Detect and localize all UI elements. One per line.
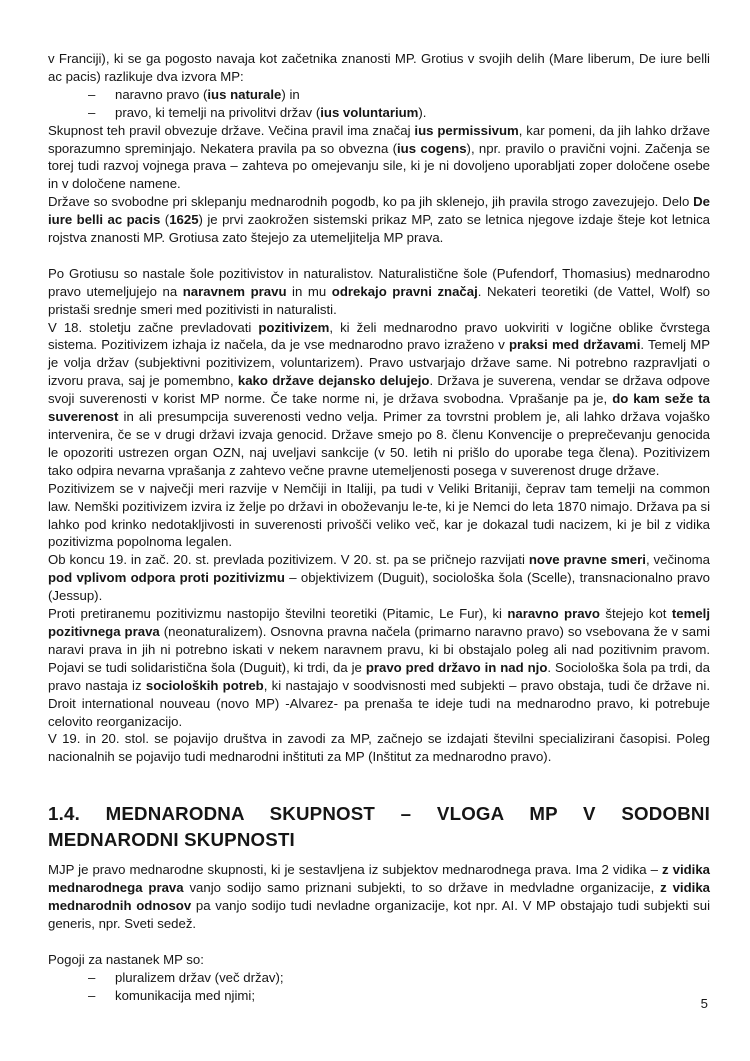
list-item — [88, 969, 710, 987]
bold-text-run: socioloških potreb — [145, 677, 264, 693]
paragraph — [48, 193, 710, 247]
bold-text-run: temelj pozitivnega prava — [48, 606, 710, 639]
paragraph — [48, 122, 710, 194]
bold-text-run: pozitivizem — [258, 319, 330, 335]
text-run: vanjo sodijo samo priznani subjekti, to so države in medvladne organizacije, — [183, 880, 661, 896]
text-run: pluralizem držav (več držav); — [115, 969, 284, 985]
text-run: , ki želi mednarodno pravo uokviriti v logične oblike čvrstega sistema. Pozitivizem izhaja iz načela, da je vse mednarodno pravo izraženo v — [48, 319, 711, 353]
text-run: V 18. stoletju začne prevladovati — [48, 319, 259, 335]
text-run: Pogoji za nastanek MP so: — [48, 951, 204, 967]
bold-text-run: do kam seže ta suverenost — [48, 391, 710, 425]
bullet-dash-icon: – — [88, 104, 96, 120]
text-run: V 19. in 20. stol. se pojavijo društva in zavodi za MP, začnejo se izdajati številni specializirani časopisi. Poleg nacionalnih se pojavijo tudi mednarodni inštituti za MP (Inštitut za mednarodno pravo). — [48, 731, 710, 765]
blank-line — [48, 247, 710, 265]
text-run: ( — [160, 212, 170, 228]
text-run: v Franciji), ki se ga pogosto navaja kot začetnika znanosti MP. Grotius v svojih delih (Mare liberum, De iure belli ac pacis) razlikuje dva izvora MP: — [48, 51, 710, 84]
text-run: ) in — [281, 86, 300, 102]
text-run: , kar pomeni, da jih lahko države sporazumno spreminjajo. Nekatera pravila pa so obvezna ( — [48, 122, 710, 156]
list-item-text — [115, 104, 426, 122]
list-item — [88, 86, 710, 104]
list-item-text — [115, 987, 255, 1005]
list-item — [88, 104, 710, 122]
text-run: pa vanjo sodijo tudi nevladne organizacije, kot npr. AI. V MP obstajajo tudi subjekti sui generis, npr. Sveti sedež. — [48, 898, 710, 931]
paragraph — [48, 480, 710, 552]
text-run: Proti pretiranemu pozitivizmu nastopijo številni teoretiki (Pitamic, Le Fur), ki — [48, 606, 508, 622]
text-run: . Sociološka šola pa trdi, da pravo nastaja iz — [48, 659, 710, 693]
bold-text-run: praksi med državami — [508, 337, 641, 353]
bold-text-run: ius cogens — [397, 140, 467, 156]
text-run: ), npr. pravilo o pravični vojni. Začenja se torej tudi razvoj vojnega prava – zahteva po omejevanju sile, ki je ni dovoljeno uporabljati zoper določene osebe in v določene namene. — [48, 140, 710, 192]
text-run: komunikacija med njimi; — [115, 987, 255, 1003]
text-run: ). — [418, 104, 427, 120]
bold-text-run: pravo pred državo in nad njo — [365, 659, 548, 675]
bold-text-run: naravnem pravu — [182, 283, 287, 299]
text-run: Ob koncu 19. in zač. 20. st. prevlada pozitivizem. V 20. st. pa se pričnejo razvijati — [48, 552, 529, 568]
text-run: (neonaturalizem). Osnovna pravna načela (primarno naravno pravo) so vsebovana že v sami naravi prava in jih ni potrebno iskati v nekem naravnem pravu, ki bi obstajalo poleg ali nad pozitivnim pravom. Pojavi se tudi solidaristična šola (Duguit), ki trdi, da je — [48, 623, 710, 675]
bullet-dash-icon: – — [88, 969, 96, 985]
page-number: 5 — [700, 996, 708, 1011]
text-run: , ki nastajajo v soodvisnosti med subjekti – pravo obstaja, tudi če države ni. Droit international nouveau (novo MP) -Alvarez- pa prenaša te ideje tudi na mednarodno pravo, ki potrebuje celovito reorganizacijo. — [48, 677, 710, 729]
bullet-dash-icon: – — [88, 86, 96, 102]
text-run: in mu — [286, 283, 332, 299]
section-heading-line1: 1.4. MEDNARODNA SKUPNOST – VLOGA MP V SODOBNI — [48, 803, 710, 825]
paragraph — [48, 319, 710, 480]
text-run: – objektivizem (Duguit), sociološka šola (Scelle), transnacionalno pravo (Jessup). — [48, 570, 710, 604]
paragraph — [48, 605, 710, 730]
paragraph — [48, 551, 710, 605]
paragraph — [48, 265, 710, 319]
paragraph — [48, 50, 710, 86]
text-run: Države so svobodne pri sklepanju mednarodnih pogodb, ko pa jih sklenejo, jih pravila strogo zavezujejo. Delo — [48, 194, 694, 210]
text-run: Skupnost teh pravil obvezuje države. Večina pravil ima značaj — [48, 122, 415, 138]
blank-line — [48, 933, 710, 951]
bold-text-run: De iure belli ac pacis — [48, 194, 710, 228]
paragraph — [48, 861, 710, 933]
paragraph — [48, 951, 710, 969]
bold-text-run: z vidika mednarodnega prava — [48, 862, 710, 896]
bold-text-run: pod vplivom odpora proti pozitivizmu — [48, 570, 285, 586]
bold-text-run: ius naturale — [207, 86, 282, 102]
text-run: štejejo kot — [599, 606, 672, 622]
bold-text-run: nove pravne smeri — [528, 552, 646, 568]
section-heading-line2: MEDNARODNI SKUPNOSTI — [48, 829, 295, 851]
text-run: . Država je suverena, vendar se država odpove svoji suverenosti v korist MP norme. Če take norme ni, je država svobodna. Vprašanje pa je, — [48, 373, 710, 407]
text-run: , večinoma — [645, 552, 710, 568]
text-run: MJP je pravo mednarodne skupnosti, ki je sestavljena iz subjektov mednarodnega prava. Ima 2 vidika – — [48, 862, 662, 878]
text-run: pravo, ki temelji na privolitvi držav ( — [115, 104, 321, 120]
text-run: . Nekateri teoretiki (de Vattel, Wolf) so pristaši srednje smeri med pozitivisti in naturalisti. — [48, 283, 710, 317]
bold-text-run: ius voluntarium — [320, 104, 419, 120]
list-item — [88, 987, 710, 1005]
text-run: Pozitivizem se v največji meri razvije v Nemčiji in Italiji, pa tudi v Veliki Britaniji, čeprav tam temelji na common law. Nemški pozitivizem izvira iz želje po državi in oboževanju le-te, ki je Nemci do leta 1870 nimajo. Država pa si lahko pod krinko nedotakljivosti in suverenosti privošči veliko več, kar je dokazal tudi nacizem, ki je bil z vidika pozitivizma popolnoma legalen. — [48, 480, 710, 550]
list-item-text — [115, 86, 300, 104]
text-run: . Temelj MP je volja držav (subjektivni pozitivizem, voluntarizem). Pravo ustvarjajo države same. Ni potrebno razpravljati o izvoru prava, saj je pomembno, — [48, 337, 710, 389]
text-run: ) je prvi zaokrožen sistemski prikaz MP, zato se letnica njegove izdaje šteje kot letnica rojstva znanosti MP. Grotiusa zato štejejo za utemeljitelja MP prava. — [48, 212, 710, 246]
bold-text-run: kako države dejansko delujejo — [237, 373, 430, 389]
bold-text-run: odrekajo pravni značaj — [331, 283, 478, 299]
text-run: Po Grotiusu so nastale šole pozitivistov in naturalistov. Naturalistične šole (Pufendorf, Thomasius) mednarodno pravo utemeljujejo na — [48, 265, 710, 299]
bold-text-run: z vidika mednarodnih odnosov — [48, 880, 710, 914]
section-heading — [48, 801, 710, 853]
text-run: in ali presumpcija suverenosti vedno velja. Primer za tovrstni problem je, ali lahko država vojaško intervenira, če se v drugi državi izvaja genocid. Države smejo po 8. členu Konvencije o preprečevanju genocida le opozoriti ustrezen organ OZN, naj uveljavi sankcije (v 50. letih ni prišlo do uporabe tega člena). Pozitivizem tako odpira nevarna vprašanja z zahtevo večne pravne utemeljenosti posega v suverenost druge države. — [48, 409, 710, 478]
bold-text-run: 1625 — [169, 212, 199, 228]
paragraph — [48, 730, 710, 766]
bold-text-run: naravno pravo — [507, 606, 600, 622]
bullet-dash-icon: – — [88, 987, 96, 1003]
text-run: naravno pravo ( — [115, 86, 208, 102]
document-content — [48, 50, 710, 1004]
bold-text-run: ius permissivum — [414, 122, 519, 138]
list-item-text — [115, 969, 284, 987]
